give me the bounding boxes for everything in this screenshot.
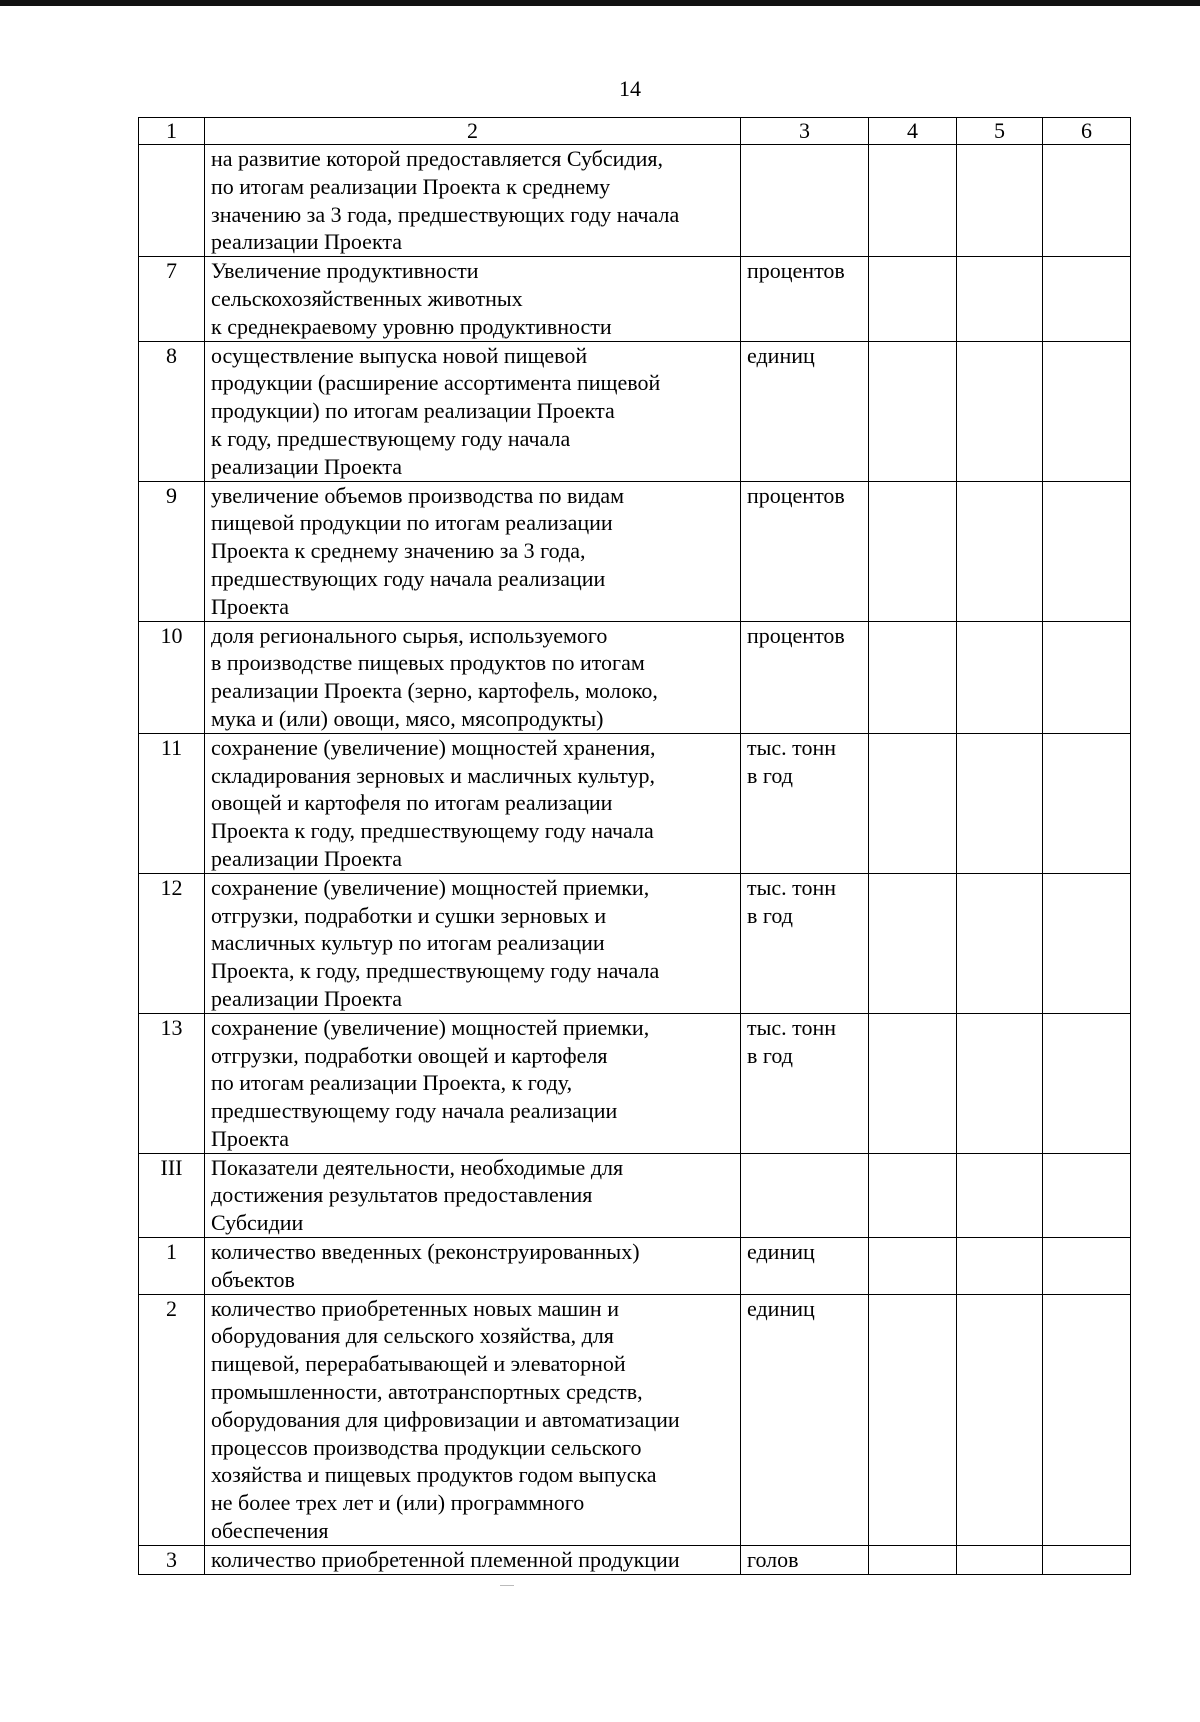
- value-cell-col-5: [957, 145, 1043, 257]
- value-cell-col-6: [1043, 341, 1131, 481]
- row-number: 9: [139, 481, 205, 621]
- value-cell-col-5: [957, 1238, 1043, 1295]
- value-cell-col-4: [869, 481, 957, 621]
- unit-of-measure: тыс. тонн в год: [741, 1013, 869, 1153]
- indicator-name: количество приобретенной племенной продукции: [205, 1545, 741, 1574]
- value-cell-col-6: [1043, 621, 1131, 733]
- indicator-name: Увеличение продуктивности сельскохозяйственных животных к среднекраевому уровню продуктивности: [205, 257, 741, 341]
- table-row: [139, 1545, 1131, 1574]
- table-body: [139, 145, 1131, 1575]
- value-cell-col-6: [1043, 1545, 1131, 1574]
- indicator-name: осуществление выпуска новой пищевой продукции (расширение ассортимента пищевой продукции) по итогам реализации Проекта к году, предшествующему году начала реализации Проекта: [205, 341, 741, 481]
- value-cell-col-6: [1043, 1294, 1131, 1545]
- unit-of-measure: единиц: [741, 341, 869, 481]
- table-header-row: [139, 118, 1131, 145]
- row-number: III: [139, 1153, 205, 1237]
- row-number: 12: [139, 873, 205, 1013]
- unit-of-measure: [741, 145, 869, 257]
- row-number: 8: [139, 341, 205, 481]
- value-cell-col-5: [957, 1545, 1043, 1574]
- unit-of-measure: тыс. тонн в год: [741, 873, 869, 1013]
- table-row: [139, 621, 1131, 733]
- indicator-name: сохранение (увеличение) мощностей хранения, складирования зерновых и масличных культур, овощей и картофеля по итогам реализации Проекта к году, предшествующему году начала реализации Проекта: [205, 733, 741, 873]
- value-cell-col-4: [869, 873, 957, 1013]
- indicator-name: сохранение (увеличение) мощностей приемки, отгрузки, подработки овощей и картофеля по итогам реализации Проекта, к году, предшествующему году начала реализации Проекта: [205, 1013, 741, 1153]
- unit-of-measure: единиц: [741, 1294, 869, 1545]
- header-col-1: 1: [139, 118, 205, 145]
- row-number: [139, 145, 205, 257]
- value-cell-col-5: [957, 873, 1043, 1013]
- table-row: [139, 481, 1131, 621]
- header-col-6: 6: [1043, 118, 1131, 145]
- table-row: [139, 1294, 1131, 1545]
- value-cell-col-5: [957, 1153, 1043, 1237]
- value-cell-col-4: [869, 1153, 957, 1237]
- indicators-table: [138, 117, 1131, 1575]
- value-cell-col-4: [869, 1238, 957, 1295]
- header-col-3: 3: [741, 118, 869, 145]
- page-number: 14: [619, 76, 641, 101]
- row-number: 2: [139, 1294, 205, 1545]
- table-row: [139, 733, 1131, 873]
- header-col-5: 5: [957, 118, 1043, 145]
- indicator-name: доля регионального сырья, используемого в производстве пищевых продуктов по итогам реализации Проекта (зерно, картофель, молоко, мука и (или) овощи, мясо, мясопродукты): [205, 621, 741, 733]
- indicator-name: количество приобретенных новых машин и оборудования для сельского хозяйства, для пищевой, перерабатывающей и элеваторной промышленности, автотранспортных средств, оборудования для цифровизации и автоматизации процессов производства продукции сельского хозяйства и пищевых продуктов годом выпуска не более трех лет и (или) программного обеспечения: [205, 1294, 741, 1545]
- value-cell-col-5: [957, 1294, 1043, 1545]
- value-cell-col-4: [869, 145, 957, 257]
- unit-of-measure: процентов: [741, 257, 869, 341]
- unit-of-measure: [741, 1153, 869, 1237]
- table-row: [139, 873, 1131, 1013]
- value-cell-col-5: [957, 1013, 1043, 1153]
- value-cell-col-5: [957, 621, 1043, 733]
- value-cell-col-6: [1043, 1013, 1131, 1153]
- indicator-name: увеличение объемов производства по видам пищевой продукции по итогам реализации Проекта к среднему значению за 3 года, предшествующих году начала реализации Проекта: [205, 481, 741, 621]
- indicator-name: на развитие которой предоставляется Субсидия, по итогам реализации Проекта к среднему значению за 3 года, предшествующих году начала реализации Проекта: [205, 145, 741, 257]
- row-number: 3: [139, 1545, 205, 1574]
- table-row: [139, 341, 1131, 481]
- indicator-name: количество введенных (реконструированных) объектов: [205, 1238, 741, 1295]
- header-col-4: 4: [869, 118, 957, 145]
- table-row: [139, 1238, 1131, 1295]
- value-cell-col-6: [1043, 145, 1131, 257]
- value-cell-col-4: [869, 1294, 957, 1545]
- value-cell-col-6: [1043, 257, 1131, 341]
- unit-of-measure: голов: [741, 1545, 869, 1574]
- scan-top-border: [0, 0, 1200, 6]
- value-cell-col-6: [1043, 733, 1131, 873]
- table-row: [139, 145, 1131, 257]
- row-number: 7: [139, 257, 205, 341]
- value-cell-col-4: [869, 621, 957, 733]
- value-cell-col-4: [869, 341, 957, 481]
- value-cell-col-4: [869, 1013, 957, 1153]
- unit-of-measure: тыс. тонн в год: [741, 733, 869, 873]
- value-cell-col-4: [869, 1545, 957, 1574]
- value-cell-col-6: [1043, 873, 1131, 1013]
- value-cell-col-6: [1043, 1238, 1131, 1295]
- indicator-name: Показатели деятельности, необходимые для достижения результатов предоставления Субсидии: [205, 1153, 741, 1237]
- row-number: 13: [139, 1013, 205, 1153]
- value-cell-col-4: [869, 733, 957, 873]
- row-number: 11: [139, 733, 205, 873]
- value-cell-col-5: [957, 257, 1043, 341]
- unit-of-measure: единиц: [741, 1238, 869, 1295]
- indicator-name: сохранение (увеличение) мощностей приемки, отгрузки, подработки и сушки зерновых и масличных культур по итогам реализации Проекта, к году, предшествующему году начала реализации Проекта: [205, 873, 741, 1013]
- unit-of-measure: процентов: [741, 481, 869, 621]
- header-col-2: 2: [205, 118, 741, 145]
- row-number: 10: [139, 621, 205, 733]
- unit-of-measure: процентов: [741, 621, 869, 733]
- value-cell-col-4: [869, 257, 957, 341]
- row-number: 1: [139, 1238, 205, 1295]
- value-cell-col-5: [957, 733, 1043, 873]
- table-row: [139, 1153, 1131, 1237]
- scan-artifact-mark: [500, 1585, 514, 1586]
- value-cell-col-6: [1043, 1153, 1131, 1237]
- table-row: [139, 1013, 1131, 1153]
- value-cell-col-5: [957, 481, 1043, 621]
- table-row: [139, 257, 1131, 341]
- value-cell-col-5: [957, 341, 1043, 481]
- value-cell-col-6: [1043, 481, 1131, 621]
